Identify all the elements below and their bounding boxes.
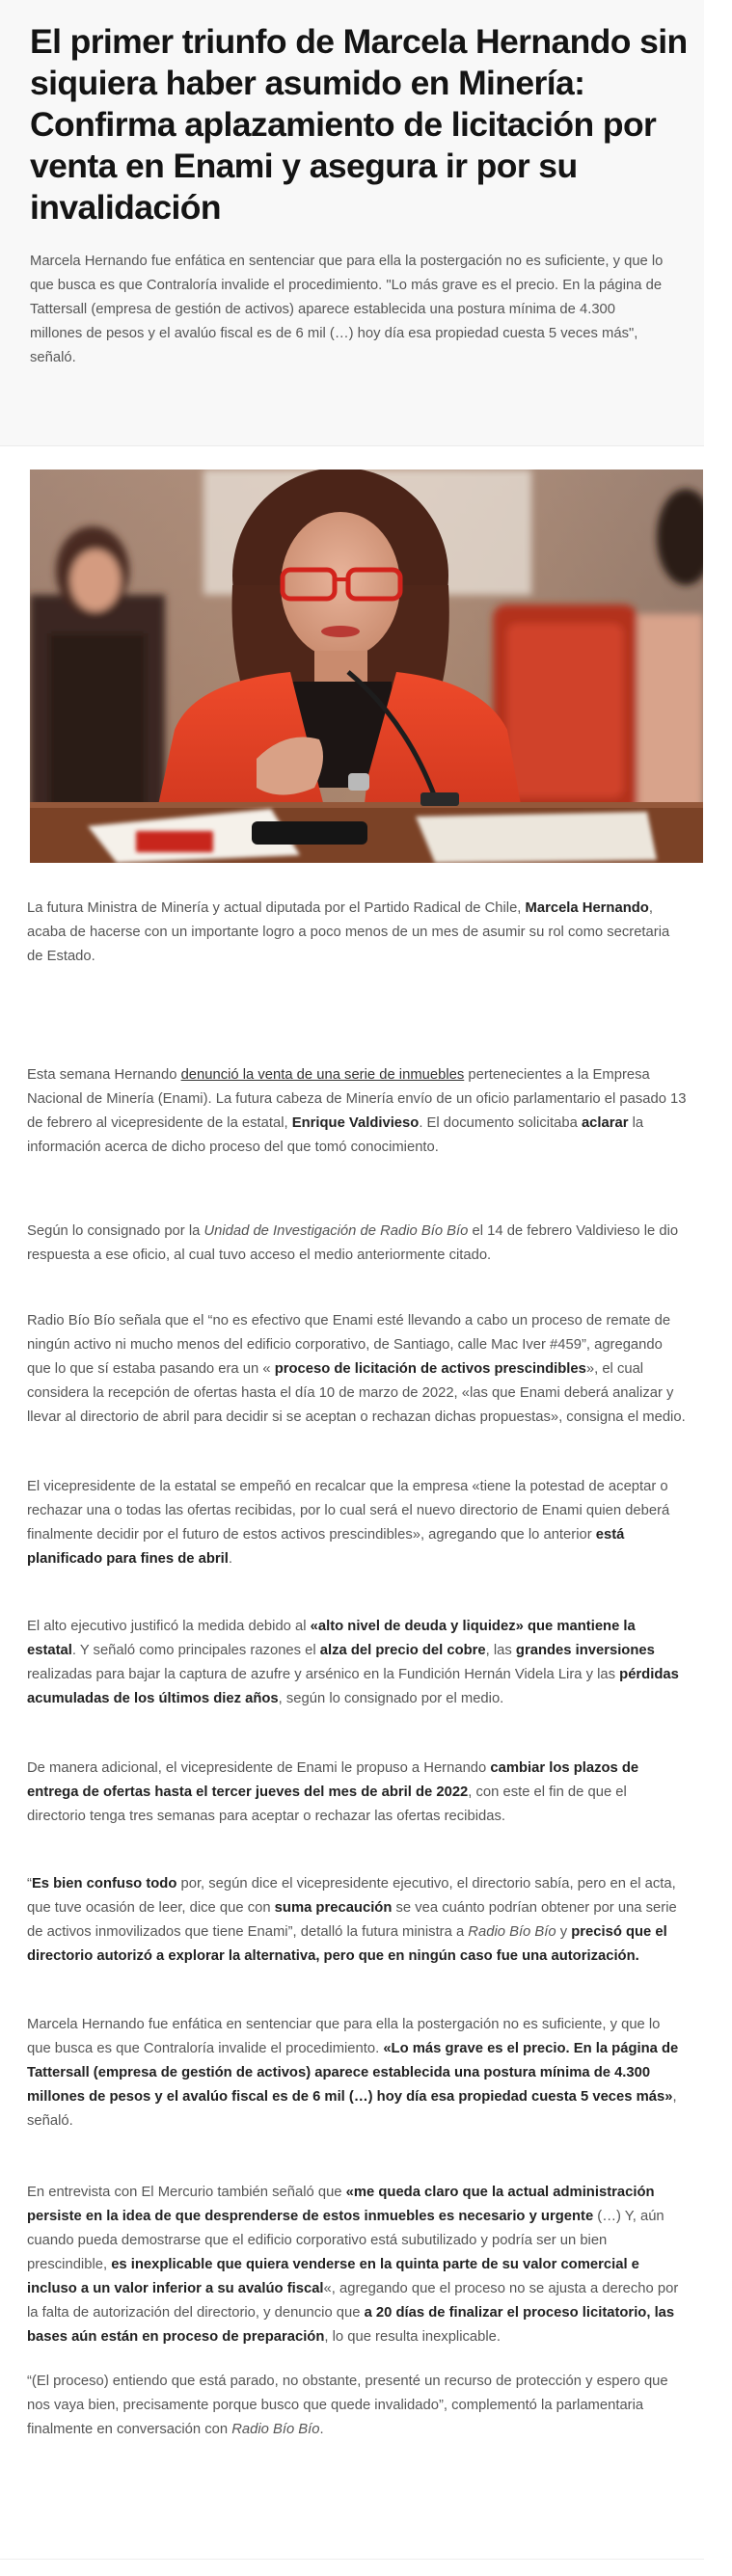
denuncia-link[interactable]: denunció la venta de una serie de inmuebles [180,1067,465,1083]
paragraph-10: En entrevista con El Mercurio también señaló que «me queda claro que la actual administración persiste en la idea de que desprenderse de estos inmuebles es necesario y urgente (…) Y, aún cuando pueda demostrarse que el edificio corporativo está subutilizado y podría ser un bien prescindible, es inexplicable que quiera venderse en la quinta parte de su valor comercial e incluso a un valor inferior a su avalúo fiscal«, agregando que el proceso no se ajusta a derecho por la falta de autorización del directorio, y denuncio que a 20 días de finalizar el proceso licitatorio, las bases aún están en proceso de preparación, lo que resulta inexplicable. [27,2185,679,2345]
hero-image [30,470,703,863]
paragraph-1: La futura Ministra de Minería y actual diputada por el Partido Radical de Chile, Marcela Hernando, acaba de hacerse con un importante logro a poco menos de un mes de asumir su rol como secretaria de Estado. [27,900,670,964]
photo-woman-red-blazer-microphone-icon [30,470,703,863]
article-header [0,0,704,446]
paragraph-3: Según lo consignado por la Unidad de Investigación de Radio Bío Bío el 14 de febrero Valdivieso le dio respuesta a ese oficio, al cual tuvo acceso el medio anteriormente citado. [27,1223,679,1263]
article-headline: El primer triunfo de Marcela Hernando sin siquiera haber asumido en Minería: Confirma aplazamiento de licitación por venta en Enami y asegura ir por su invalidación [30,22,688,227]
paragraph-7: De manera adicional, el vicepresidente de Enami le propuso a Hernando cambiar los plazos de entrega de ofertas hasta el tercer jueves del mes de abril de 2022, con este el fin de que el directorio tenga tres semanas para aceptar o rechazar las ofertas recibidas. [27,1760,639,1824]
paragraph-5: El vicepresidente de la estatal se empeñó en recalcar que la empresa «tiene la potestad de aceptar o rechazar una o todas las ofertas recibidas, por lo cual será el nuevo directorio de Enami quien deberá finalmente decidir por el futuro de estos activos prescindibles», agregando que lo anterior está planificado para fines de abril. [27,1479,670,1567]
paragraph-6: El alto ejecutivo justificó la medida debido al «alto nivel de deuda y liquidez» que mantiene la estatal. Y señaló como principales razones el alza del precio del cobre, las grandes inversiones realizadas para bajar la captura de azufre y arsénico en la Fundición Hernán Videla Lira y las pérdidas acumuladas de los últimos diez años, según lo consignado por el medio. [27,1619,679,1706]
paragraph-9: Marcela Hernando fue enfática en sentenciar que para ella la postergación no es suficiente, y que lo que busca es que Contraloría invalide el procedimiento. «Lo más grave es el precio. En la página de Tattersall (empresa de gestión de activos) aparece establecida una postura mínima de 4.300 millones de pesos y el avalúo fiscal es de 6 mil (…) hoy día esa propiedad cuesta 5 veces más», señaló. [27,2017,679,2129]
paragraph-8: “Es bien confuso todo por, según dice el vicepresidente ejecutivo, el directorio sabía, pero en el acta, que tuve ocasión de leer, dice que con suma precaución se vea cuánto podrían obtener por una serie de activos inmovilizados que tiene Enami”, detalló la futura ministra a Radio Bío Bío y precisó que el directorio autorizó a explorar la alternativa, pero que en ningún caso fue una autorización. [27,1876,677,1964]
paragraph-11: “(El proceso) entiendo que está parado, no obstante, presenté un recurso de protección y espero que nos vaya bien, precisamente porque busco que quede invalidado”, complementó la parlamentaria finalmente en conversación con Radio Bío Bío. [27,2374,668,2437]
bottom-divider [0,2559,704,2560]
article-lead: Marcela Hernando fue enfática en sentenciar que para ella la postergación no es suficiente, y que lo que busca es que Contraloría invalide el procedimiento. "Lo más grave es el precio. En la página de Tattersall (empresa de gestión de activos) aparece establecida una postura mínima de 4.300 millones de pesos y el avalúo fiscal es de 6 mil (…) hoy día esa propiedad cuesta 5 veces más", señaló. [30,254,664,365]
paragraph-2: Esta semana Hernando denunció la venta de una serie de inmuebles pertenecientes a la Empresa Nacional de Minería (Enami). La futura cabeza de Minería envío de un oficio parlamentario el pasado 13 de febrero al vicepresidente de la estatal, Enrique Valdivieso. El documento solicitaba aclarar la información acerca de dicho proceso del que tomó conocimiento. [27,1067,687,1155]
paragraph-4: Radio Bío Bío señala que el “no es efectivo que Enami esté llevando a cabo un proceso de remate de ningún activo ni mucho menos del edificio corporativo, de Santiago, calle Mac Iver #459”, agregando que lo que sí estaba pasando era un « proceso de licitación de activos prescindibles», el cual considera la recepción de ofertas hasta el día 10 de marzo de 2022, «las que Enami deberá analizar y llevar al directorio de abril para decidir si se aceptan o rechazan dichas propuestas», consigna el medio. [27,1313,686,1425]
